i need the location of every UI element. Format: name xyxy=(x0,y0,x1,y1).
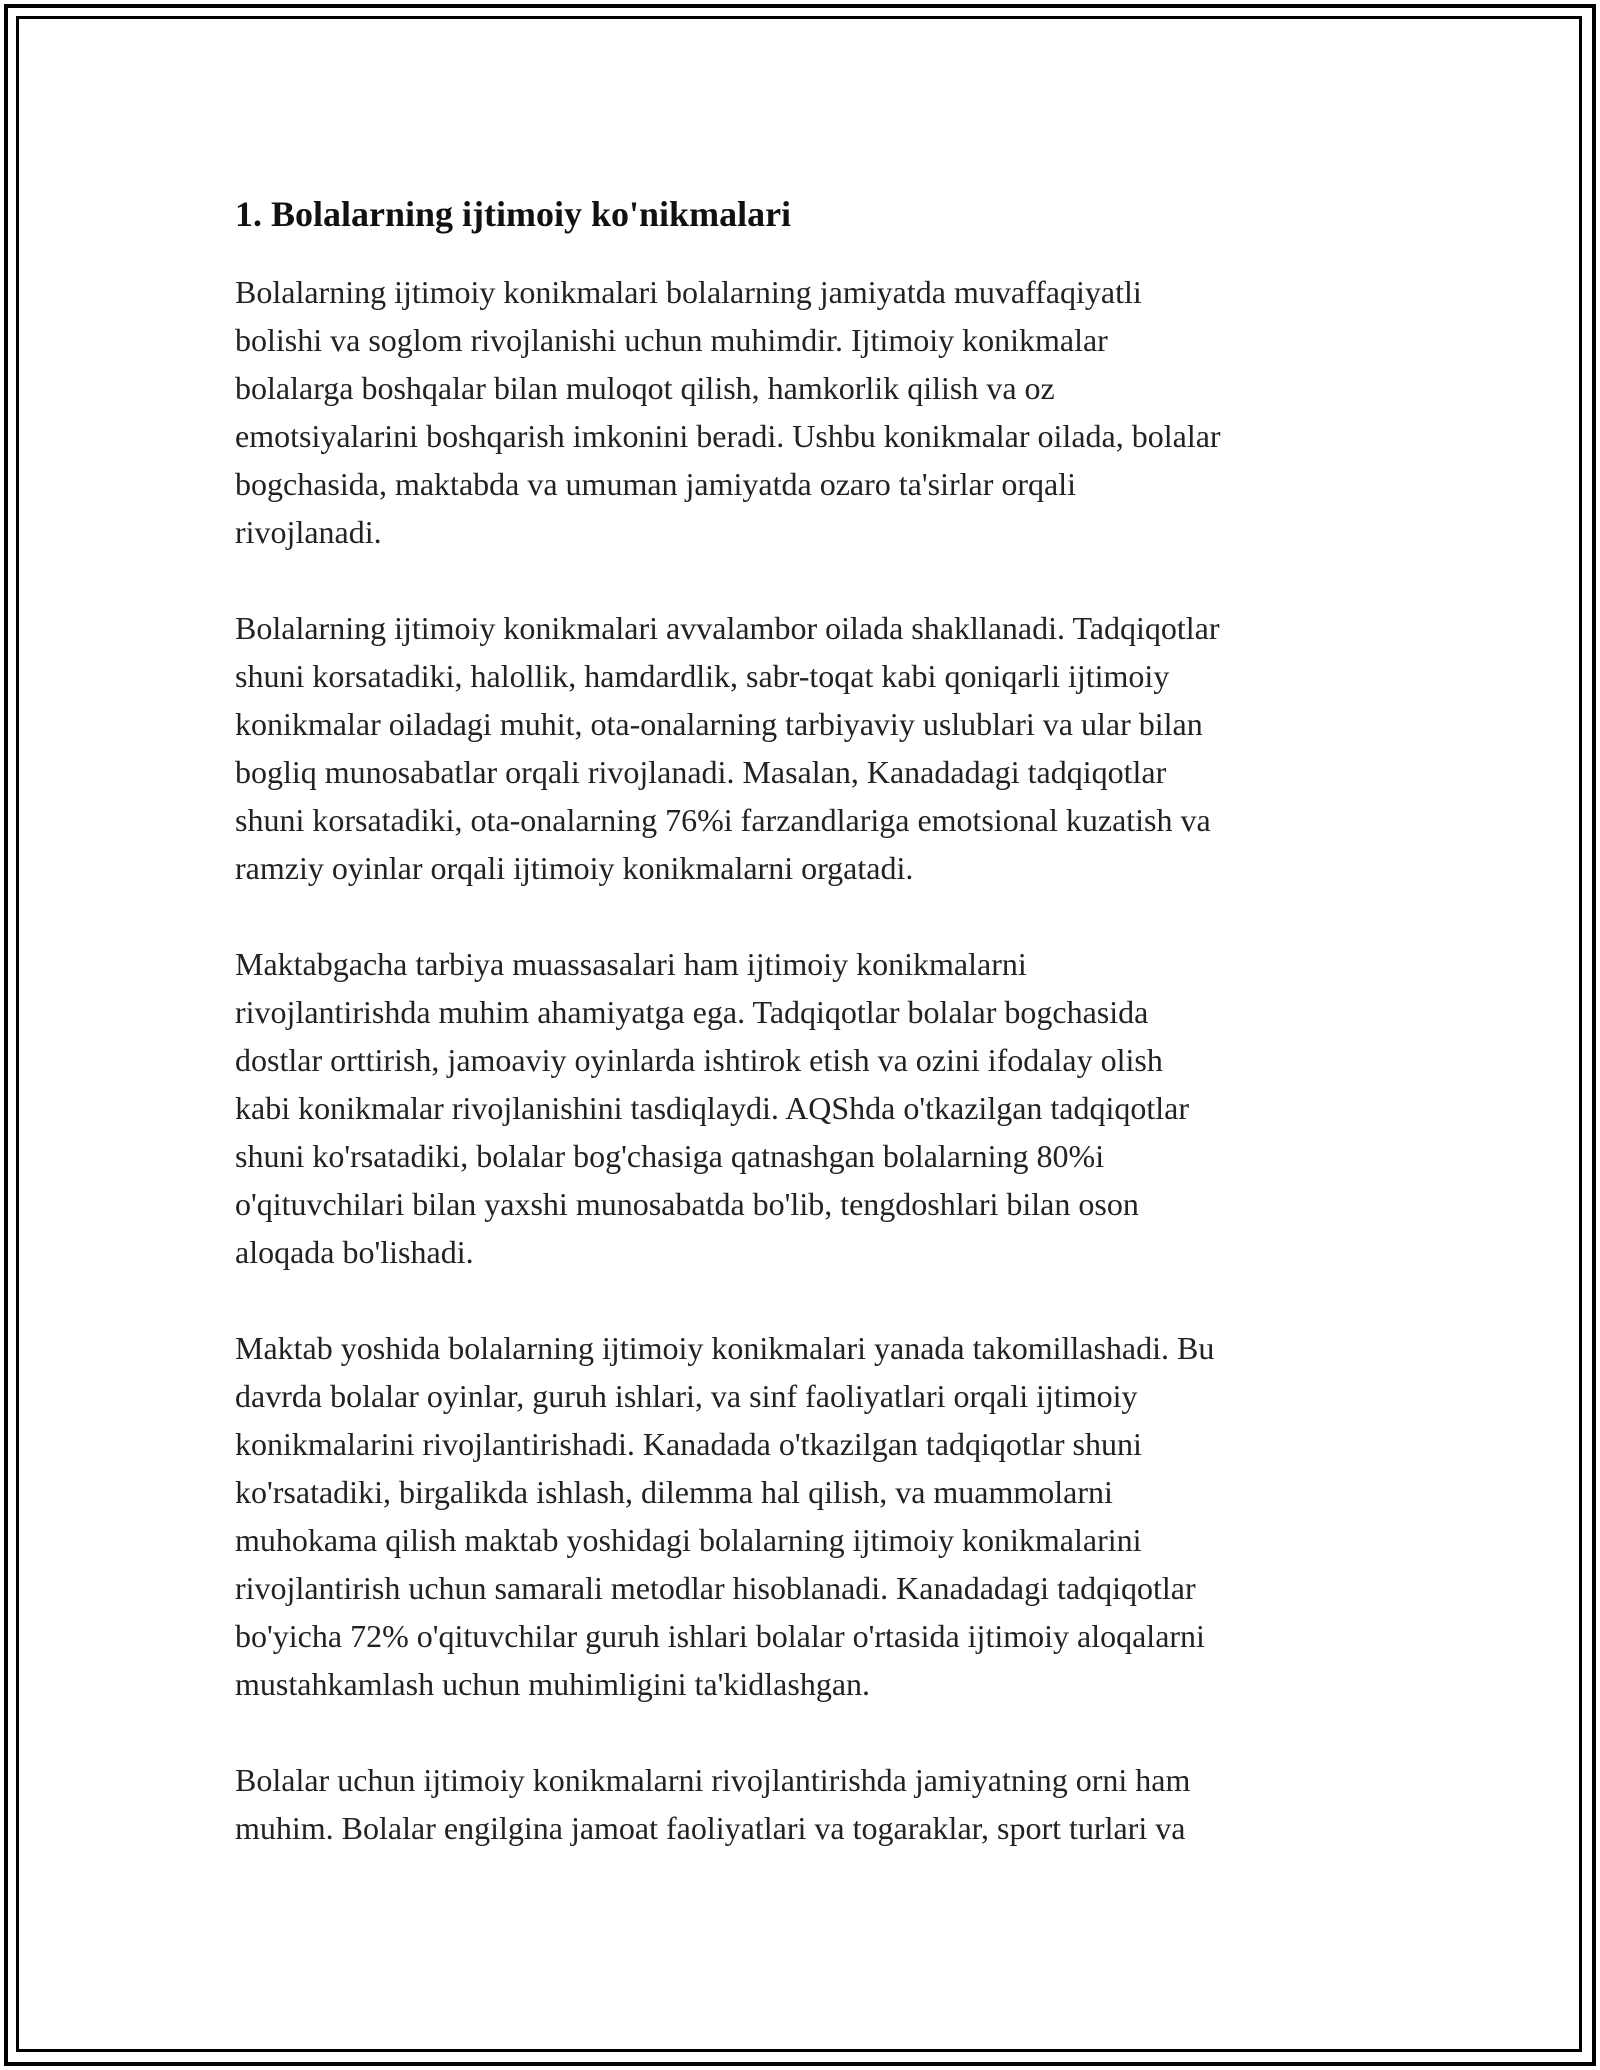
paragraph-line: ramziy oyinlar orqali ijtimoiy konikmalarni orgatadi. xyxy=(235,850,914,886)
paragraph-line: mustahkamlash uchun muhimligini ta'kidlashgan. xyxy=(235,1666,871,1702)
paragraph-line: ko'rsatadiki, birgalikda ishlash, dilemma hal qilish, va muammolarni xyxy=(235,1474,1113,1510)
paragraph-line: Maktabgacha tarbiya muassasalari ham ijtimoiy konikmalarni xyxy=(235,946,1027,982)
paragraph-line: shuni korsatadiki, halollik, hamdardlik, sabr-toqat kabi qoniqarli ijtimoiy xyxy=(235,658,1170,694)
paragraph-line: bogchasida, maktabda va umuman jamiyatda ozaro ta'sirlar orqali xyxy=(235,466,1077,502)
paragraph-line: bolishi va soglom rivojlanishi uchun muhimdir. Ijtimoiy konikmalar xyxy=(235,322,1108,358)
paragraph-line: o'qituvchilari bilan yaxshi munosabatda bo'lib, tengdoshlari bilan oson xyxy=(235,1186,1139,1222)
paragraph-line: Bolalarning ijtimoiy konikmalari bolalarning jamiyatda muvaffaqiyatli xyxy=(235,274,1142,310)
body-paragraph xyxy=(235,940,1375,1276)
paragraph-line: aloqada bo'lishadi. xyxy=(235,1234,474,1270)
paragraph-line: Bolalarning ijtimoiy konikmalari avvalambor oilada shakllanadi. Tadqiqotlar xyxy=(235,610,1220,646)
paragraph-line: konikmalarini rivojlantirishadi. Kanadada o'tkazilgan tadqiqotlar shuni xyxy=(235,1426,1142,1462)
body-paragraph xyxy=(235,1324,1375,1708)
paragraph-line: kabi konikmalar rivojlanishini tasdiqlaydi. AQShda o'tkazilgan tadqiqotlar xyxy=(235,1090,1190,1126)
paragraph-line: emotsiyalarini boshqarish imkonini beradi. Ushbu konikmalar oilada, bolalar xyxy=(235,418,1221,454)
paragraph-line: bolalarga boshqalar bilan muloqot qilish, hamkorlik qilish va oz xyxy=(235,370,1055,406)
paragraph-line: bo'yicha 72% o'qituvchilar guruh ishlari bolalar o'rtasida ijtimoiy aloqalarni xyxy=(235,1618,1205,1654)
body-paragraph xyxy=(235,1756,1375,1852)
paragraph-line: konikmalar oiladagi muhit, ota-onalarning tarbiyaviy uslublari va ular bilan xyxy=(235,706,1203,742)
paragraph-line: Bolalar uchun ijtimoiy konikmalarni rivojlantirishda jamiyatning orni ham xyxy=(235,1762,1191,1798)
paragraph-line: muhim. Bolalar engilgina jamoat faoliyatlari va togaraklar, sport turlari va xyxy=(235,1810,1186,1846)
paragraph-line: rivojlantirishda muhim ahamiyatga ega. Tadqiqotlar bolalar bogchasida xyxy=(235,994,1149,1030)
paragraph-line: Maktab yoshida bolalarning ijtimoiy konikmalari yanada takomillashadi. Bu xyxy=(235,1330,1215,1366)
body-paragraph xyxy=(235,268,1375,556)
paragraph-line: muhokama qilish maktab yoshidagi bolalarning ijtimoiy konikmalarini xyxy=(235,1522,1142,1558)
paragraph-line: dostlar orttirish, jamoaviy oyinlarda ishtirok etish va ozini ifodalay olish xyxy=(235,1042,1163,1078)
paragraph-line: rivojlanadi. xyxy=(235,514,382,550)
paragraph-line: rivojlantirish uchun samarali metodlar hisoblanadi. Kanadadagi tadqiqotlar xyxy=(235,1570,1196,1606)
document-body xyxy=(235,188,1375,1900)
paragraph-line: davrda bolalar oyinlar, guruh ishlari, va sinf faoliyatlari orqali ijtimoiy xyxy=(235,1378,1138,1414)
section-heading: 1. Bolalarning ijtimoiy ko'nikmalari xyxy=(235,194,792,234)
body-paragraph xyxy=(235,604,1375,892)
paragraph-line: bogliq munosabatlar orqali rivojlanadi. Masalan, Kanadadagi tadqiqotlar xyxy=(235,754,1167,790)
paragraph-list xyxy=(235,268,1375,1852)
paragraph-line: shuni korsatadiki, ota-onalarning 76%i farzandlariga emotsional kuzatish va xyxy=(235,802,1211,838)
paragraph-line: shuni ko'rsatadiki, bolalar bog'chasiga qatnashgan bolalarning 80%i xyxy=(235,1138,1105,1174)
